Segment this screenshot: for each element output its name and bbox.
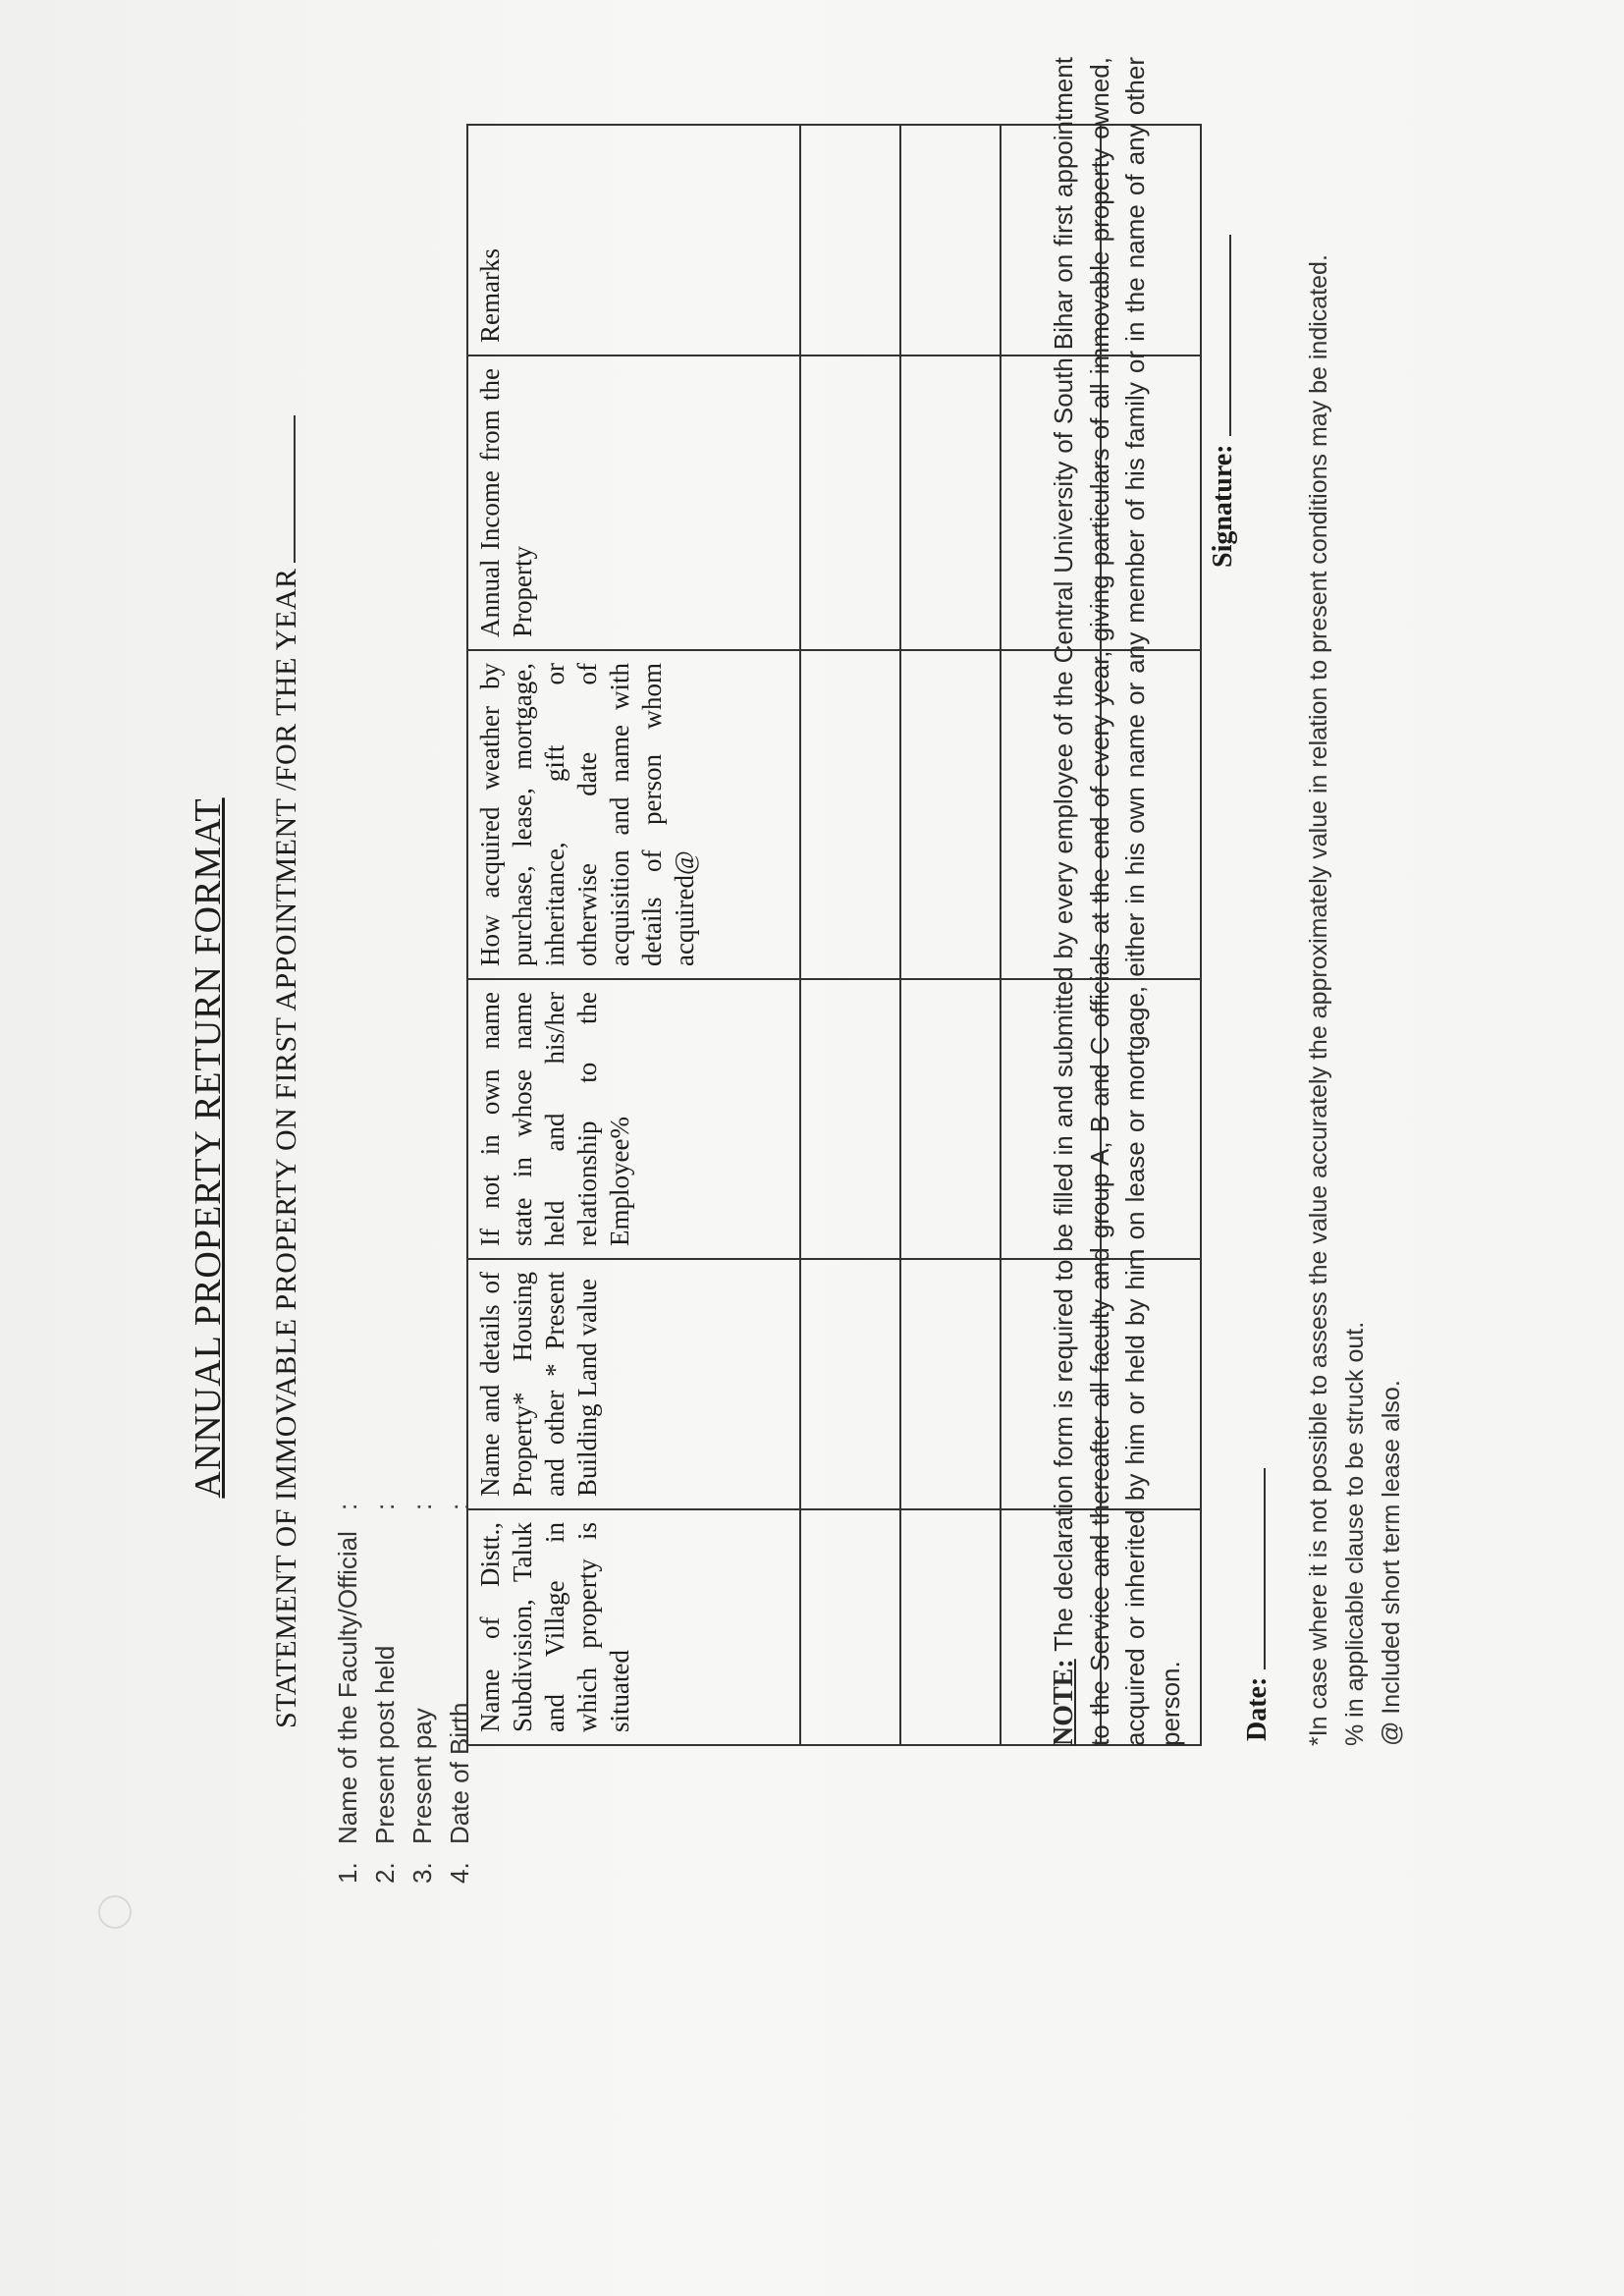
page-subtitle — [270, 415, 303, 1728]
footnote: @ Included short term lease also. — [1378, 1380, 1405, 1746]
date-label: Date: — [1242, 1676, 1272, 1741]
table-cell[interactable] — [800, 125, 900, 355]
date-field — [1242, 1468, 1273, 1741]
field-number: 1. — [333, 1862, 362, 1884]
field-label: Name of the Faculty/Official — [333, 1531, 362, 1844]
table-cell[interactable] — [800, 1259, 900, 1509]
footnote: *In case where it is not possible to assess the value accurately the approximately value in relation to present conditions may be indicated. — [1305, 254, 1332, 1746]
year-blank-line[interactable] — [270, 415, 296, 563]
footnote: % in applicable clause to be struck out. — [1341, 1321, 1369, 1746]
field-row — [404, 1503, 441, 1884]
table-cell[interactable] — [900, 1259, 1001, 1509]
employee-fields — [329, 1503, 478, 1884]
table-cell[interactable] — [900, 355, 1001, 650]
table-cell[interactable] — [800, 1509, 900, 1745]
footnotes — [1301, 254, 1410, 1746]
field-label: Date of Birth — [445, 1702, 474, 1844]
note-text: The declaration form is required to be filled in and submitted by every employee of the Central University of South Bihar on first appointment to the Service and thereafter all faculty and group A, B and C officials at the end of every year, giving particulars of all immovable property owned, acquired or inherited by him or held by him on lease or mortgage, either in his own name or any member of his family or in the name of any other person. — [1049, 57, 1185, 1746]
table-row — [800, 125, 900, 1745]
signature-field — [1208, 236, 1239, 569]
table-row — [900, 125, 1001, 1745]
column-header-held-name: If not in own name state in whose name held and his/her relationship to the Employee% — [467, 979, 800, 1259]
table-header-row — [467, 125, 800, 1745]
signature-label: Signature: — [1208, 444, 1238, 568]
field-colon: : — [370, 1503, 400, 1510]
table-cell[interactable] — [900, 125, 1001, 355]
field-colon: : — [407, 1503, 437, 1510]
field-label: Present pay — [407, 1708, 437, 1844]
page-title: ANNUAL PROPERTY RETURN FORMAT — [188, 797, 229, 1499]
field-colon: : — [333, 1503, 362, 1510]
table-cell[interactable] — [800, 979, 900, 1259]
signature-blank-line[interactable] — [1208, 236, 1231, 437]
table-cell[interactable] — [900, 1509, 1001, 1745]
field-row — [366, 1503, 404, 1884]
field-row — [329, 1503, 366, 1884]
subtitle-text: STATEMENT OF IMMOVABLE PROPERTY ON FIRST APPOINTMENT /FOR THE YEAR — [270, 568, 302, 1728]
field-number: 3. — [407, 1862, 437, 1884]
column-header-annual-income: Annual Income from the Property — [467, 355, 800, 650]
declaration-note — [1046, 57, 1188, 1746]
table-cell[interactable] — [900, 650, 1001, 979]
field-number: 4. — [445, 1862, 474, 1884]
field-label: Present post held — [370, 1645, 400, 1844]
table-cell[interactable] — [800, 650, 900, 979]
column-header-property-details: Name and details of Property* Housing and other * Present Building Land value — [467, 1259, 800, 1509]
table-cell[interactable] — [900, 979, 1001, 1259]
column-header-remarks: Remarks — [467, 125, 800, 355]
column-header-how-acquired: How acquired weather by purchase, lease, mortgage, inheritance, gift or otherwise date of acquisition and name with details of person whom acquired@ — [467, 650, 800, 979]
column-header-location: Name of Distt., Subdivision, Taluk and Village in which property is situated — [467, 1509, 800, 1745]
field-colon: : — [445, 1503, 474, 1510]
date-blank-line[interactable] — [1242, 1468, 1266, 1669]
note-label: NOTE: — [1049, 1659, 1079, 1746]
field-number: 2. — [370, 1862, 400, 1884]
table-cell[interactable] — [800, 355, 900, 650]
